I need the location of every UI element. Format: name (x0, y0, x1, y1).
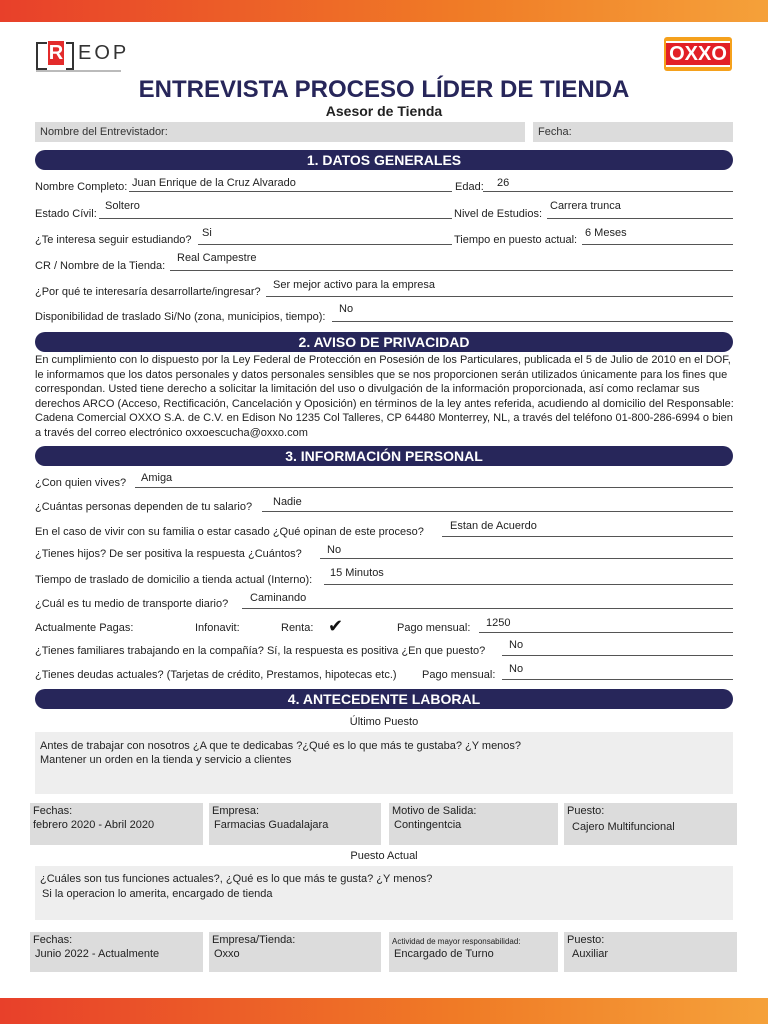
deudas-line[interactable] (502, 679, 733, 680)
pago-label: Pago mensual: (397, 622, 471, 634)
bottom-accent-bar (0, 998, 768, 1024)
hijos-value: No (327, 544, 342, 556)
cr-line[interactable] (170, 270, 733, 271)
actual-empresa-label: Empresa/Tienda: (212, 934, 296, 946)
estudios-line[interactable] (547, 218, 733, 219)
ultimo-fechas-cell[interactable] (30, 803, 203, 845)
date-field[interactable] (533, 122, 733, 142)
interviewer-label: Nombre del Entrevistador: (40, 126, 168, 138)
familia-line[interactable] (442, 536, 733, 537)
cr-value: Real Campestre (177, 252, 257, 264)
ultimo-empresa-value: Farmacias Guadalajara (214, 819, 329, 831)
pago-value: 1250 (486, 617, 511, 629)
transporte-line[interactable] (242, 608, 733, 609)
actual-answer: Si la operacion lo amerita, encargado de tienda (42, 888, 273, 900)
oxxo-logo (664, 37, 732, 71)
deudas-value: No (509, 663, 524, 675)
page-title: ENTREVISTA PROCESO LÍDER DE TIENDA (138, 76, 630, 103)
tiempo-label: Tiempo en puesto actual: (454, 234, 578, 246)
renta-label: Renta: (281, 622, 314, 634)
section-informacion-personal: 3. INFORMACIÓN PERSONAL (35, 446, 733, 466)
date-label: Fecha: (538, 126, 572, 138)
ultimo-puesto-label: Puesto: (567, 805, 605, 817)
actual-fechas-label: Fechas: (33, 934, 73, 946)
edad-value: 26 (497, 177, 510, 189)
actual-fechas-value: Junio 2022 - Actualmente (35, 948, 160, 960)
dependen-label: ¿Cuántas personas dependen de tu salario? (35, 501, 253, 513)
page-subtitle: Asesor de Tienda (325, 103, 443, 119)
interviewer-field[interactable] (35, 122, 525, 142)
ultimo-question: Antes de trabajar con nosotros ¿A que te dedicabas ?¿Qué es lo que más te gustaba? ¿Y menos? (40, 740, 522, 752)
ultimo-answer: Mantener un orden en la tienda y servicio a clientes (40, 754, 292, 766)
nombre-line[interactable] (129, 191, 452, 192)
actual-actividad-label: Actividad de mayor responsabilidad: (392, 937, 521, 946)
porque-label: ¿Por qué te interesaría desarrollarte/ingresar? (35, 286, 261, 298)
tiempo-value: 6 Meses (585, 227, 627, 239)
familia-label: En el caso de vivir con su familia o estar casado ¿Qué opinan de este proceso? (35, 526, 424, 538)
ultimo-puesto-title: Último Puesto (349, 716, 419, 728)
puesto-actual-title: Puesto Actual (350, 850, 418, 862)
ultimo-puesto-cell[interactable] (564, 803, 737, 845)
dependen-value: Nadie (273, 496, 302, 508)
seguir-label: ¿Te interesa seguir estudiando? (35, 234, 192, 246)
seguir-value: Si (202, 227, 212, 239)
transporte-label: ¿Cuál es tu medio de transporte diario? (35, 598, 229, 610)
seguir-line[interactable] (198, 244, 452, 245)
deudas-pago-label: Pago mensual: (422, 669, 496, 681)
ultimo-motivo-value: Contingentcia (394, 819, 462, 831)
ultimo-empresa-cell[interactable] (209, 803, 381, 845)
traslado-disp-line[interactable] (332, 321, 733, 322)
civil-value: Soltero (105, 200, 140, 212)
familiares-line[interactable] (502, 655, 733, 656)
ultimo-puesto-box[interactable] (35, 732, 733, 794)
reop-logo-letter: R (48, 42, 64, 64)
ultimo-motivo-cell[interactable] (389, 803, 558, 845)
actual-puesto-label: Puesto: (567, 934, 605, 946)
porque-value: Ser mejor activo para la empresa (273, 279, 436, 291)
ultimo-motivo-label: Motivo de Salida: (392, 805, 477, 817)
familiares-value: No (509, 639, 524, 651)
actual-empresa-value: Oxxo (214, 948, 240, 960)
edad-label: Edad: (455, 181, 484, 193)
pago-line[interactable] (479, 632, 733, 633)
section-aviso-privacidad: 2. AVISO DE PRIVACIDAD (35, 332, 733, 352)
vives-value: Amiga (141, 472, 173, 484)
cr-label: CR / Nombre de la Tienda: (35, 260, 166, 272)
actual-puesto-value: Auxiliar (572, 948, 609, 960)
nombre-label: Nombre Completo: (35, 181, 128, 193)
actual-empresa-cell[interactable] (209, 932, 381, 972)
ultimo-puesto-value: Cajero Multifuncional (572, 821, 675, 833)
traslado-label: Tiempo de traslado de domicilio a tienda actual (Interno): (35, 574, 313, 586)
puesto-actual-box[interactable] (35, 866, 733, 920)
estudios-value: Carrera trunca (550, 200, 621, 212)
vives-label: ¿Con quien vives? (35, 477, 127, 489)
edad-line[interactable] (483, 191, 733, 192)
traslado-line[interactable] (324, 584, 733, 585)
civil-label: Estado Cívil: (35, 208, 97, 220)
actual-actividad-cell[interactable] (389, 932, 558, 972)
ultimo-empresa-label: Empresa: (212, 805, 260, 817)
ultimo-fechas-value: febrero 2020 - Abril 2020 (33, 819, 155, 831)
porque-line[interactable] (266, 296, 733, 297)
hijos-label: ¿Tienes hijos? De ser positiva la respuesta ¿Cuántos? (35, 548, 302, 560)
traslado-disp-value: No (339, 303, 354, 315)
infonavit-label: Infonavit: (195, 622, 240, 634)
familiares-label: ¿Tienes familiares trabajando en la compañía? Sí, la respuesta es positiva ¿En que puesto? (35, 645, 486, 657)
oxxo-logo-text: OXXO (666, 41, 730, 67)
actual-fechas-cell[interactable] (30, 932, 203, 972)
top-accent-bar (0, 0, 768, 22)
section-datos-generales: 1. DATOS GENERALES (35, 150, 733, 170)
section-antecedente-laboral: 4. ANTECEDENTE LABORAL (35, 689, 733, 709)
actual-question: ¿Cuáles son tus funciones actuales?, ¿Qué es lo que más te gusta? ¿Y menos? (40, 873, 433, 885)
traslado-value: 15 Minutos (330, 567, 384, 579)
civil-line[interactable] (99, 218, 452, 219)
traslado-disp-label: Disponibilidad de traslado Si/No (zona, municipios, tiempo): (35, 311, 326, 323)
deudas-label: ¿Tienes deudas actuales? (Tarjetas de crédito, Prestamos, hipotecas etc.) (35, 669, 397, 681)
transporte-value: Caminando (250, 592, 307, 604)
estudios-label: Nivel de Estudios: (454, 208, 543, 220)
reop-logo-text: EOP (78, 42, 130, 64)
nombre-value: Juan Enrique de la Cruz Alvarado (132, 177, 296, 189)
privacy-notice: En cumplimiento con lo dispuesto por la Ley Federal de Protección en Posesión de los Particulares, publicada el 5 de Julio de 2010 en el DOF, le informamos que los datos personales y datos personales sensibles que se nos proporcionen serán utilizados únicamente para los fines que correspondan. Usted tiene derecho a solicitar la limitación del uso o divulgación de la información proporcionada, así como reclamar sus derechos ARCO (Acceso, Rectificación, Cancelación y Oposición) en términos de la ley antes referida, acudiendo al domicilio del Responsable: Cadena Comercial OXXO S.A. de C.V. en Edison No 1235 Col Talleres, CP 64480 Monterrey, NL, a través del teléfono 01-800-286-6994 o bien a través del correo electrónico oxxoescucha@oxxo.com (35, 354, 734, 439)
vives-line[interactable] (135, 487, 733, 488)
familia-value: Estan de Acuerdo (450, 520, 537, 532)
actual-actividad-value: Encargado de Turno (394, 948, 494, 960)
reop-logo (36, 40, 130, 70)
hijos-line[interactable] (320, 558, 733, 559)
actual-puesto-cell[interactable] (564, 932, 737, 972)
tiempo-line[interactable] (582, 244, 733, 245)
ultimo-fechas-label: Fechas: (33, 805, 73, 817)
renta-check-icon[interactable]: ✔ (328, 616, 344, 636)
pagas-label: Actualmente Pagas: (35, 622, 134, 634)
dependen-line[interactable] (262, 511, 733, 512)
